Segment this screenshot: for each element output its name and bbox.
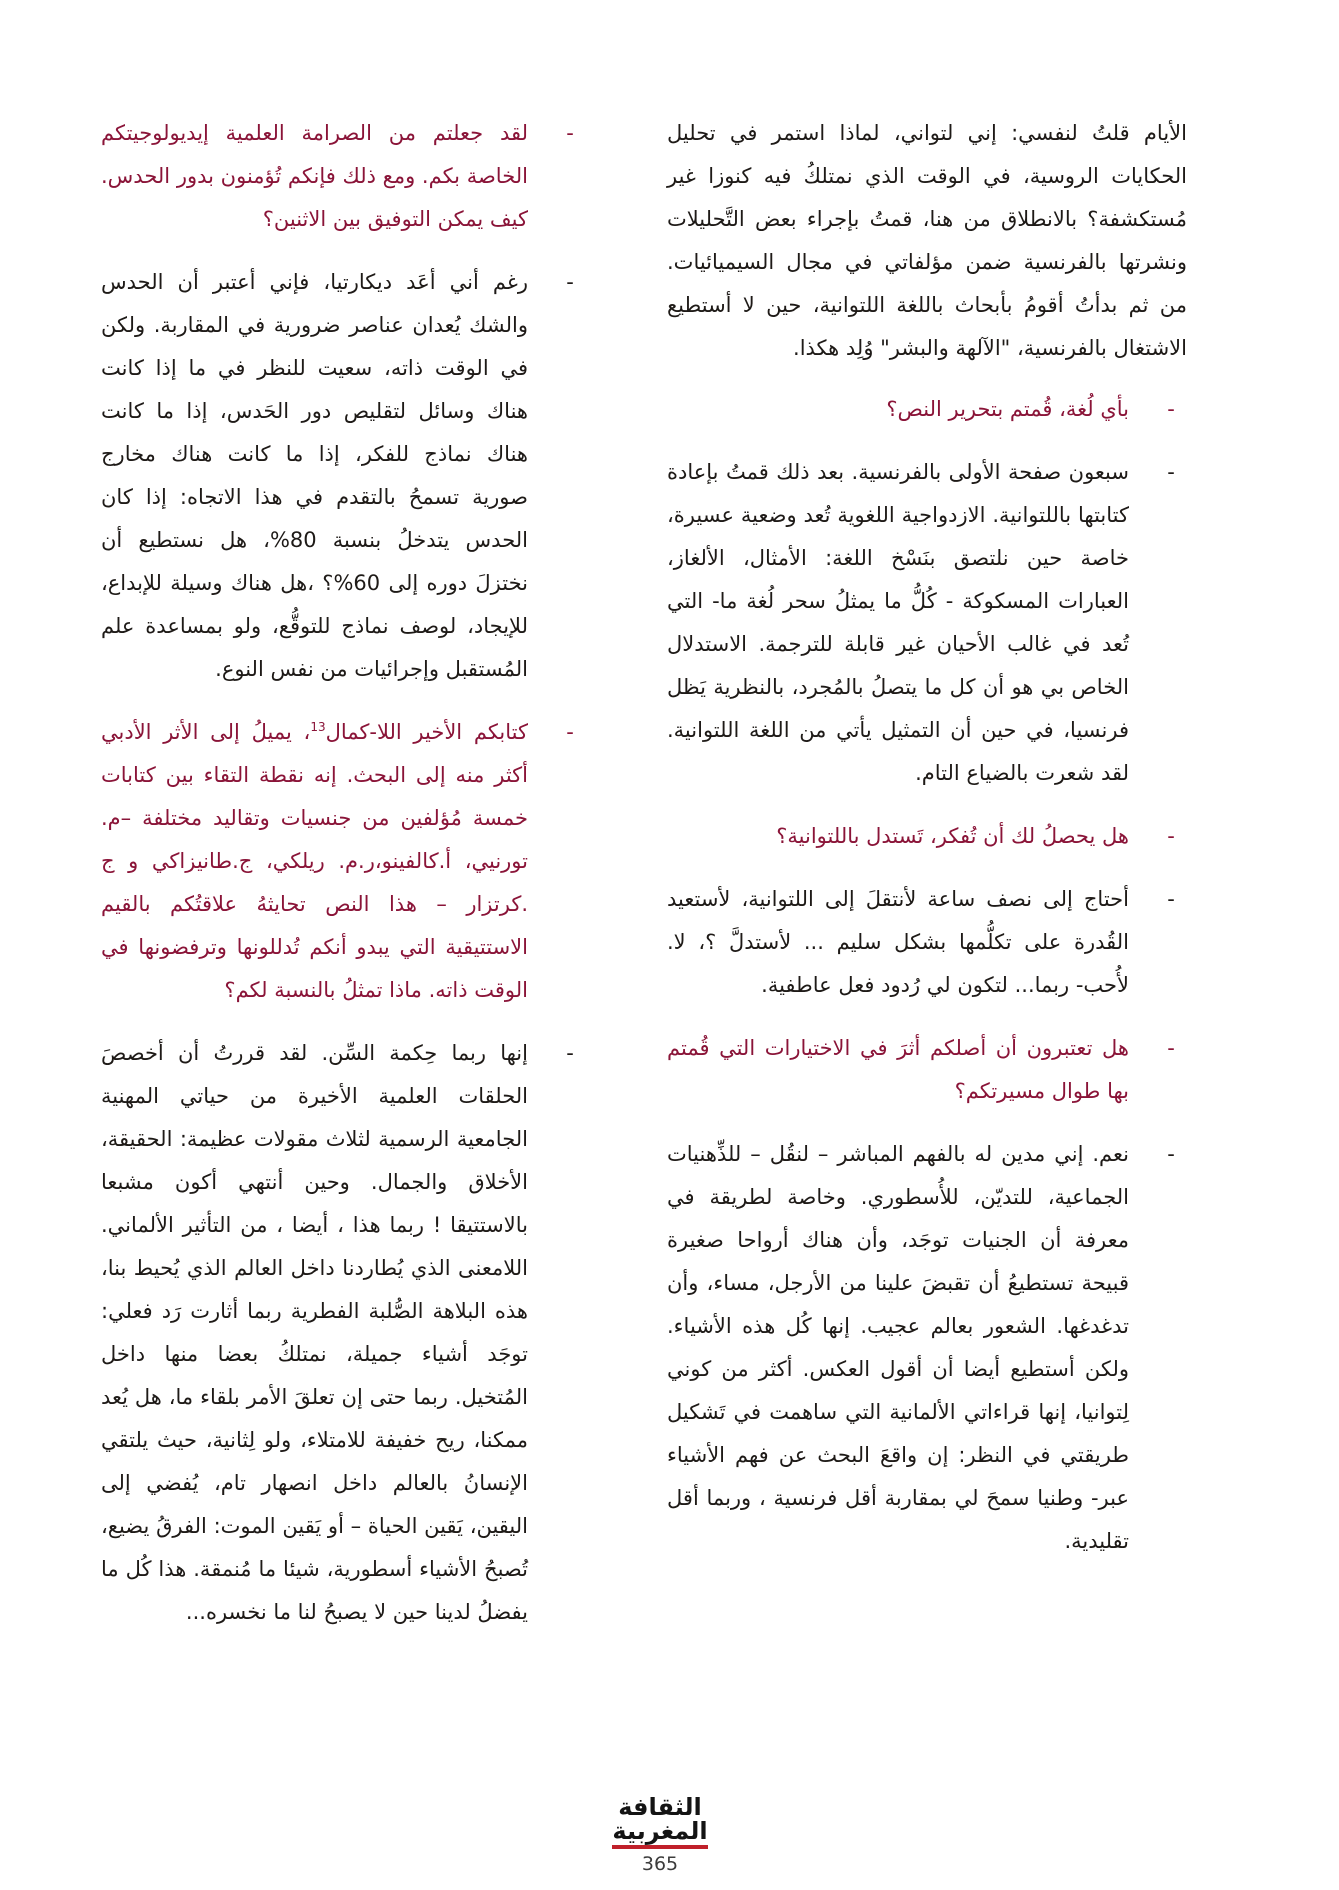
answer-text: إنها ربما حِكمة السِّن. لقد قررتُ أن أخصصَ الحلقات العلمية الأخيرة من حياتي المهنية الجامعية الرسمية لثلاث مقولات عظيمة: الحقيقة، الأخلاق والجمال. وحين أنتهي أكون مشبعا بالاستتيقا ! ربما هذا ، أيضا ، من التأثير الألماني. اللامعنى الذي يُطاردنا داخل العالم الذي يُحيط بنا، هذه البلاهة الصُّلبة الفطرية ربما أثارت رَد فعلي: توجَد أشياء جميلة، نمتلكُ بعضا منها داخل المُتخيل. ربما حتى إن تعلقَ الأمر بلقاء ما، هل يُعد ممكنا، ريح خفيفة للامتلاء، ولو لِثانية، حيث يلتقي الإنسانُ بالعالم داخل انصهار تام، يُفضي إلى اليقين، يَقين الحياة – أو يَقين الموت: الفرقُ يضيع، تُصبحُ الأشياء أسطورية، شيئا ما مُنمقة. هذا كُل ما يفضلُ لدينا حين لا يصبحُ لنا ما نخسره... xyxy=(101,1041,528,1624)
answer-text: أحتاج إلى نصف ساعة لأنتقلَ إلى اللتوانية، لأستعيد القُدرة على تكلُّمها بشكل سليم ... لأستدلَّ ؟، لا. لأُحب- ربما... لتكون لي رُدود فعل عاطفية. xyxy=(667,887,1129,997)
answer-2 xyxy=(667,878,1187,1007)
dash-bullet: - xyxy=(1167,1142,1175,1166)
dash-bullet: - xyxy=(1167,460,1175,484)
logo-line-2: المغربية xyxy=(612,1819,707,1849)
dash-bullet: - xyxy=(1167,397,1175,421)
dash-bullet: - xyxy=(566,121,574,145)
dash-bullet: - xyxy=(566,1041,574,1065)
answer-3 xyxy=(667,1133,1187,1563)
question-2 xyxy=(667,815,1187,858)
answer-4 xyxy=(101,261,586,691)
dash-bullet: - xyxy=(1167,1036,1175,1060)
answer-text: سبعون صفحة الأولى بالفرنسية. بعد ذلك قمتُ بإعادة كتابتها باللتوانية. الازدواجية اللغوية تُعد وضعية عسيرة، خاصة حين نلتصق بنَسْخ اللغة: الأمثال، الألغاز، العبارات المسكوكة - كُلُّ ما يمثلُ سحر لُغة ما- التي تُعد في غالب الأحيان غير قابلة للترجمة. الاستدلال الخاص بي هو أن كل ما يتصلُ بالمُجرد، بالنظرية يَظل فرنسيا، في حين أن التمثيل يأتي من اللغة اللتوانية. لقد شعرت بالضياع التام. xyxy=(667,460,1129,785)
intro-paragraph: الأيام قلتُ لنفسي: إني لتواني، لماذا استمر في تحليل الحكايات الروسية، في الوقت الذي نمتلكُ فيه كنوزا غير مُستكشفة؟ بالانطلاق من هنا، قمتُ بإجراء بعض التَّحليلات ونشرتها بالفرنسية ضمن مؤلفاتي في مجال السيميائيات. من ثم بدأتُ أقومُ بأبحاث باللغة اللتوانية، حين لا أستطيع الاشتغال بالفرنسية، "الآلهة والبشر" وُلِد هكذا. xyxy=(667,121,1187,360)
question-text-part2: ، يميلُ إلى الأثر الأدبي أكثر منه إلى البحث. إنه نقطة التقاء بين كتابات خمسة مُؤلفين من جنسيات وتقاليد مختلفة –م. تورنيي، أ.كالفينو،ر.م. ريلكي، ج.طانيزاكي و ج .كرتزار – هذا النص تحايثهُ علاقتُكم بالقيم الاستتيقية التي يبدو أنكم تُدللونها وترفضونها في الوقت ذاته. ماذا تمثلُ بالنسبة لكم؟ xyxy=(101,720,528,1002)
answer-1 xyxy=(667,451,1187,795)
page-number: 365 xyxy=(641,1853,679,1875)
question-text: هل يحصلُ لك أن تُفكر، تَستدل باللتوانية؟ xyxy=(776,824,1129,848)
question-3 xyxy=(667,1027,1187,1113)
left-column xyxy=(101,112,586,1752)
answer-text: رغم أني أعَد ديكارتيا، فإني أعتبر أن الحدس والشك يُعدان عناصر ضرورية في المقاربة. ولكن في الوقت ذاته، سعيت للنظر في ما إذا كانت هناك وسائل لتقليص دور الحَدس، إذا ما كانت هناك نماذج للفكر، إذا ما كانت هناك مخارج صورية تسمحُ بالتقدم في هذا الاتجاه: إذا كان الحدس يتدخلُ بنسبة 80%، هل نستطيع أن نختزلَ دوره إلى 60%؟ ،هل هناك وسيلة للإبداع، للإيجاد، لوصف نماذج للتوقُّع، ولو بمساعدة علم المُستقبل وإجرائيات من نفس النوع. xyxy=(101,270,528,681)
question-4 xyxy=(101,112,586,241)
question-text-part1: كتابكم الأخير اللا-كمال xyxy=(325,720,528,744)
answer-5 xyxy=(101,1032,586,1634)
logo-line-1: الثقافة xyxy=(618,1793,702,1821)
answer-text: نعم. إني مدين له بالفهم المباشر – لنقُل – للذِّهنيات الجماعية، للتديّن، للأُسطوري. وخاصة لطريقة في معرفة أن الجنيات توجَد، وأن هناك أرواحا صغيرة قبيحة تستطيعُ أن تقبضَ علينا من الأرجل، مساء، وأن تدغدغها. الشعور بعالم عجيب. إنها كُل هذه الأشياء. ولكن أستطيع أيضا أن أقول العكس. أكثر من كوني لِتوانيا، إنها قراءاتي الألمانية التي ساهمت في تَشكيل طريقتي في النظر: إن واقعَ البحث عن فهم الأشياء عبر- وطنيا سمحَ لي بمقاربة أقل فرنسية ، وربما أقل تقليدية. xyxy=(667,1142,1129,1553)
dash-bullet: - xyxy=(1167,887,1175,911)
question-text: بأي لُغة، قُمتم بتحرير النص؟ xyxy=(886,397,1129,421)
footnote-reference[interactable]: 13 xyxy=(310,720,326,734)
question-1 xyxy=(667,388,1187,431)
question-text: هل تعتبرون أن أصلكم أثرَ في الاختيارات التي قُمتم بها طوال مسيرتكم؟ xyxy=(667,1036,1129,1103)
question-5 xyxy=(101,711,586,1012)
dash-bullet: - xyxy=(566,270,574,294)
magazine-logo xyxy=(612,1795,707,1849)
dash-bullet: - xyxy=(566,720,574,744)
page-footer xyxy=(600,1795,720,1875)
dash-bullet: - xyxy=(1167,824,1175,848)
right-column xyxy=(667,112,1187,1752)
question-text: لقد جعلتم من الصرامة العلمية إيديولوجيتكم الخاصة بكم. ومع ذلك فإنكم تُؤمنون بدور الحدس. كيف يمكن التوفيق بين الاثنين؟ xyxy=(101,121,528,231)
